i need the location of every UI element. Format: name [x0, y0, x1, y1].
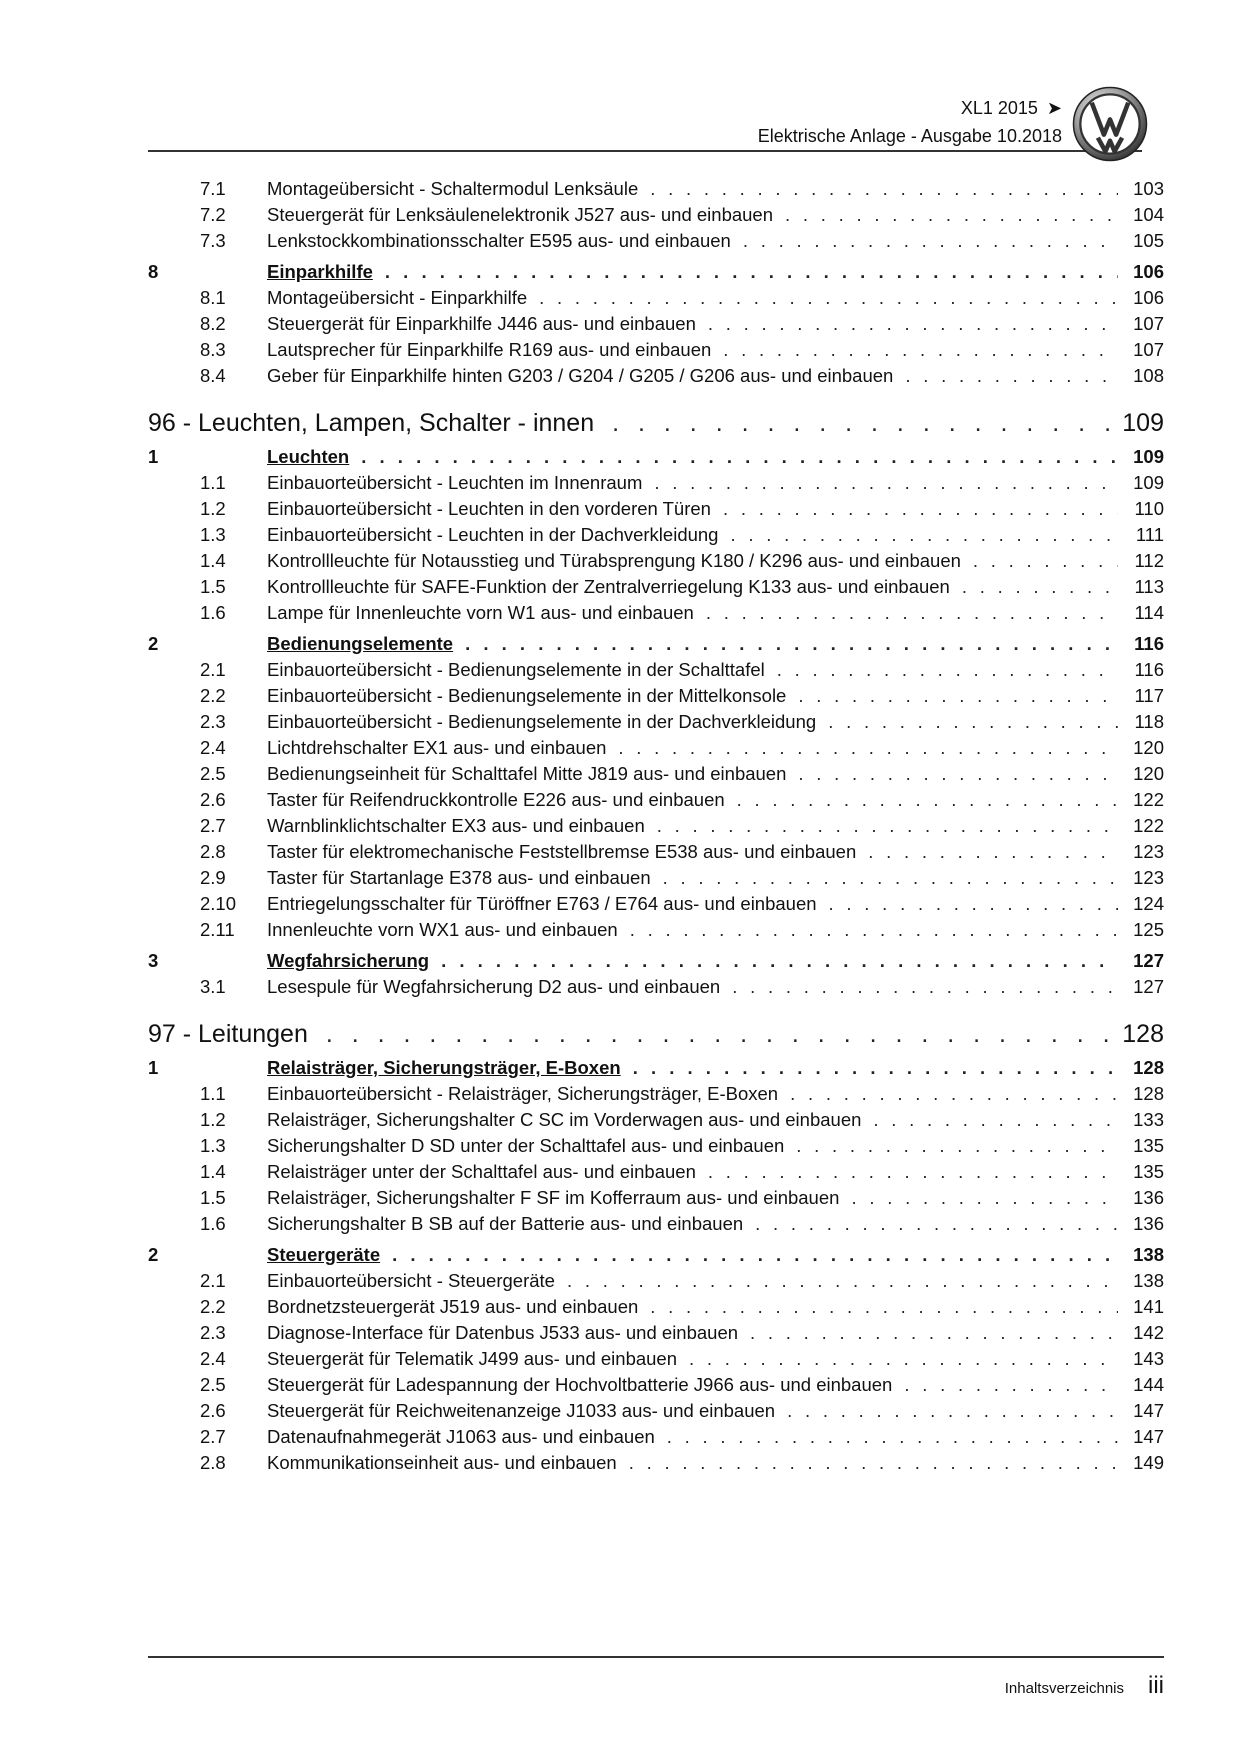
dot-leader	[708, 1159, 1118, 1185]
toc-number: 2.5	[200, 1374, 226, 1395]
page-header	[148, 86, 1148, 152]
toc-entry[interactable]	[148, 522, 1164, 548]
toc-title: Relaisträger, Sicherungsträger, E-Boxen	[267, 1057, 621, 1078]
dot-leader	[392, 1242, 1118, 1268]
dot-leader	[730, 522, 1118, 548]
toc-page-number: 117	[1134, 685, 1164, 706]
dot-leader	[732, 974, 1118, 1000]
toc-entry[interactable]	[148, 202, 1164, 228]
toc-title: Einbauorteübersicht - Leuchten im Innenraum	[267, 472, 643, 493]
toc-entry[interactable]	[148, 657, 1164, 683]
toc-number: 1.6	[200, 1213, 226, 1234]
toc-title: Wegfahrsicherung	[267, 950, 430, 971]
toc-page-number: 120	[1133, 763, 1164, 784]
toc-page-number: 128	[1133, 1057, 1164, 1078]
toc-title: Lesespule für Wegfahrsicherung D2 aus- und einbauen	[267, 976, 721, 997]
dot-leader	[785, 202, 1118, 228]
toc-title: Steuergerät für Ladespannung der Hochvoltbatterie J966 aus- und einbauen	[267, 1374, 893, 1395]
toc-page-number: 106	[1133, 287, 1164, 308]
toc-page-number: 127	[1133, 950, 1164, 971]
toc-number: 1.3	[200, 1135, 226, 1156]
toc-page-number: 114	[1134, 602, 1164, 623]
dot-leader	[790, 1081, 1118, 1107]
dot-leader	[689, 1346, 1118, 1372]
toc-page-number: 118	[1134, 711, 1164, 732]
dot-leader	[737, 787, 1118, 813]
toc-title: Steuergerät für Telematik J499 aus- und einbauen	[267, 1348, 678, 1369]
toc-section[interactable]	[148, 444, 1164, 470]
toc-number: 2.2	[200, 685, 226, 706]
toc-entry[interactable]	[148, 683, 1164, 709]
toc-number: 2.8	[200, 841, 226, 862]
toc-title: Steuergeräte	[267, 1244, 381, 1265]
toc-number: 2.11	[200, 919, 235, 940]
dot-leader	[633, 1055, 1118, 1081]
toc-entry[interactable]	[148, 1346, 1164, 1372]
toc-number: 1.1	[200, 1083, 226, 1104]
toc-entry[interactable]	[148, 1294, 1164, 1320]
toc-entry[interactable]	[148, 1185, 1164, 1211]
toc-page-number: 141	[1133, 1296, 1164, 1317]
toc-page-number: 143	[1133, 1348, 1164, 1369]
toc-number: 8.2	[200, 313, 226, 334]
toc-entry[interactable]	[148, 600, 1164, 626]
vw-logo-icon	[1072, 86, 1148, 162]
dot-leader	[777, 657, 1118, 683]
dot-leader	[708, 311, 1118, 337]
toc-section[interactable]	[148, 948, 1164, 974]
toc-page-number: 112	[1134, 550, 1164, 571]
toc-number: 7.3	[200, 230, 226, 251]
toc-title: Taster für Startanlage E378 aus- und einbauen	[267, 867, 651, 888]
toc-page-number: 124	[1133, 893, 1164, 914]
toc-title: Geber für Einparkhilfe hinten G203 / G204 / G205 / G206 aus- und einbauen	[267, 365, 894, 386]
toc-number: 3.1	[200, 976, 226, 997]
toc-page-number: 122	[1133, 815, 1164, 836]
toc-title: Relaisträger, Sicherungshalter F SF im Kofferraum aus- und einbauen	[267, 1187, 840, 1208]
dot-leader	[905, 363, 1118, 389]
dot-leader	[787, 1398, 1118, 1424]
toc-page-number: 109	[1133, 472, 1164, 493]
toc-page-number: 135	[1133, 1135, 1164, 1156]
toc-number: 2.4	[200, 737, 226, 758]
toc-number: 2.1	[200, 659, 226, 680]
toc-number: 2.2	[200, 1296, 226, 1317]
toc-page-number: 106	[1133, 261, 1164, 282]
toc-number: 2.8	[200, 1452, 226, 1473]
toc-title: Entriegelungsschalter für Türöffner E763 / E764 aus- und einbauen	[267, 893, 817, 914]
toc-entry[interactable]	[148, 917, 1164, 943]
dot-leader	[650, 1294, 1118, 1320]
toc-number: 2.5	[200, 763, 226, 784]
toc-page-number: 149	[1133, 1452, 1164, 1473]
toc-title: Steuergerät für Lenksäulenelektronik J527 aus- und einbauen	[267, 204, 774, 225]
dot-leader	[654, 470, 1118, 496]
toc-title: Einbauorteübersicht - Leuchten in der Dachverkleidung	[267, 524, 719, 545]
toc-entry[interactable]	[148, 1398, 1164, 1424]
toc-page-number: 136	[1133, 1213, 1164, 1234]
toc-page-number: 120	[1133, 737, 1164, 758]
toc-entry[interactable]	[148, 1081, 1164, 1107]
toc-title: Datenaufnahmegerät J1063 aus- und einbauen	[267, 1426, 655, 1447]
toc-section[interactable]	[148, 1242, 1164, 1268]
toc-title: Montageübersicht - Schaltermodul Lenksäule	[267, 178, 639, 199]
toc-page-number: 116	[1134, 659, 1164, 680]
toc-entry[interactable]	[148, 311, 1164, 337]
dot-leader	[385, 259, 1118, 285]
toc-entry[interactable]	[148, 548, 1164, 574]
dot-leader	[650, 176, 1118, 202]
dot-leader	[829, 891, 1118, 917]
dot-leader	[723, 496, 1118, 522]
dot-leader	[326, 1018, 1114, 1050]
toc-entry[interactable]	[148, 1133, 1164, 1159]
toc-number: 1.3	[200, 524, 226, 545]
toc-entry[interactable]	[148, 1211, 1164, 1237]
toc-title: Kontrollleuchte für SAFE-Funktion der Zentralverriegelung K133 aus- und einbauen	[267, 576, 950, 597]
dot-leader	[743, 228, 1118, 254]
toc-number: 2.1	[200, 1270, 226, 1291]
dot-leader	[539, 285, 1118, 311]
toc-page-number: 133	[1133, 1109, 1164, 1130]
toc-title: Leuchten	[267, 446, 350, 467]
toc-number: 2.10	[200, 893, 237, 914]
toc-title: Warnblinklichtschalter EX3 aus- und einbauen	[267, 815, 645, 836]
dot-leader	[851, 1185, 1118, 1211]
toc-title: 97 - Leitungen	[148, 1020, 308, 1048]
toc-title: Taster für Reifendruckkontrolle E226 aus- und einbauen	[267, 789, 725, 810]
toc-page-number: 147	[1133, 1426, 1164, 1447]
header-model-line	[961, 98, 1062, 118]
toc-title: Steuergerät für Reichweitenanzeige J1033 aus- und einbauen	[267, 1400, 776, 1421]
toc-entry[interactable]	[148, 1372, 1164, 1398]
dot-leader	[798, 761, 1118, 787]
toc-number: 8	[148, 261, 159, 282]
toc-page-number: 138	[1133, 1270, 1164, 1291]
toc-page-number: 147	[1133, 1400, 1164, 1421]
toc-entry[interactable]	[148, 228, 1164, 254]
dot-leader	[618, 735, 1118, 761]
toc-page-number: 123	[1133, 867, 1164, 888]
footer-divider	[148, 1656, 1164, 1658]
dot-leader	[796, 1133, 1118, 1159]
toc-entry[interactable]	[148, 1320, 1164, 1346]
toc-entry[interactable]	[148, 1450, 1164, 1476]
toc-title: Einbauorteübersicht - Leuchten in den vorderen Türen	[267, 498, 711, 519]
toc-page-number: 105	[1133, 230, 1164, 251]
toc-title: Einbauorteübersicht - Bedienungselemente in der Mittelkonsole	[267, 685, 787, 706]
toc-page-number: 123	[1133, 841, 1164, 862]
toc-title: Bordnetzsteuergerät J519 aus- und einbauen	[267, 1296, 639, 1317]
toc-number: 2.6	[200, 1400, 226, 1421]
toc-number: 2.4	[200, 1348, 226, 1369]
toc-number: 3	[148, 950, 159, 971]
toc-entry[interactable]	[148, 1424, 1164, 1450]
toc-page-number: 107	[1133, 339, 1164, 360]
toc-section[interactable]	[148, 1055, 1164, 1081]
toc-entry[interactable]	[148, 470, 1164, 496]
toc-page-number: 136	[1133, 1187, 1164, 1208]
toc-number: 2.3	[200, 1322, 226, 1343]
toc-title: Einbauorteübersicht - Relaisträger, Sicherungsträger, E-Boxen	[267, 1083, 779, 1104]
toc-title: Kontrollleuchte für Notausstieg und Türabsprengung K180 / K296 aus- und einbauen	[267, 550, 961, 571]
toc-page-number: 142	[1133, 1322, 1164, 1343]
dot-leader	[465, 631, 1118, 657]
toc-number: 2	[148, 1244, 159, 1265]
toc-title: Lichtdrehschalter EX1 aus- und einbauen	[267, 737, 607, 758]
toc-title: Innenleuchte vorn WX1 aus- und einbauen	[267, 919, 618, 940]
toc-number: 2.3	[200, 711, 226, 732]
toc-title: Einbauorteübersicht - Bedienungselemente in der Schalttafel	[267, 659, 765, 680]
toc-section[interactable]	[148, 259, 1164, 285]
toc-title: Diagnose-Interface für Datenbus J533 aus- und einbauen	[267, 1322, 739, 1343]
toc-number: 7.2	[200, 204, 226, 225]
dot-leader	[798, 683, 1118, 709]
toc-title: Relaisträger, Sicherungshalter C SC im Vorderwagen aus- und einbauen	[267, 1109, 862, 1130]
toc-page-number: 104	[1133, 204, 1164, 225]
toc-title: Bedienungseinheit für Schalttafel Mitte J819 aus- und einbauen	[267, 763, 787, 784]
toc-page-number: 128	[1133, 1083, 1164, 1104]
toc-number: 1.4	[200, 1161, 226, 1182]
dot-leader	[755, 1211, 1118, 1237]
dot-leader	[567, 1268, 1118, 1294]
dot-leader	[706, 600, 1118, 626]
dot-leader	[973, 548, 1118, 574]
header-model: XL1 2015	[960, 98, 1038, 118]
toc-entry[interactable]	[148, 709, 1164, 735]
header-subtitle: Elektrische Anlage - Ausgabe 10.2018	[757, 126, 1062, 146]
toc-chapter[interactable]	[148, 407, 1164, 439]
dot-leader	[361, 444, 1118, 470]
dot-leader	[723, 337, 1118, 363]
toc-entry[interactable]	[148, 1268, 1164, 1294]
toc-number: 1.5	[200, 1187, 226, 1208]
toc-page-number: 135	[1133, 1161, 1164, 1182]
toc-number: 2.7	[200, 1426, 226, 1447]
toc-title: Sicherungshalter D SD unter der Schalttafel aus- und einbauen	[267, 1135, 785, 1156]
toc-number: 1.1	[200, 472, 226, 493]
toc-number: 1.2	[200, 1109, 226, 1130]
toc-entry[interactable]	[148, 574, 1164, 600]
toc-page-number: 108	[1133, 365, 1164, 386]
toc-page-number: 111	[1135, 524, 1164, 545]
toc-number: 8.4	[200, 365, 226, 386]
toc-entry[interactable]	[148, 839, 1164, 865]
footer-page-number: iii	[1148, 1672, 1164, 1699]
toc-title: Einbauorteübersicht - Bedienungselemente in der Dachverkleidung	[267, 711, 817, 732]
dot-leader	[828, 709, 1118, 735]
toc-title: 96 - Leuchten, Lampen, Schalter - innen	[148, 409, 595, 437]
dot-leader	[657, 813, 1118, 839]
toc-number: 1.2	[200, 498, 226, 519]
toc-entry[interactable]	[148, 496, 1164, 522]
dot-leader	[962, 574, 1118, 600]
toc-number: 2	[148, 633, 159, 654]
toc-number: 2.9	[200, 867, 226, 888]
toc-number: 2.7	[200, 815, 226, 836]
toc-number: 8.3	[200, 339, 226, 360]
dot-leader	[868, 839, 1118, 865]
toc-entry[interactable]	[148, 1159, 1164, 1185]
dot-leader	[441, 948, 1118, 974]
dot-leader	[873, 1107, 1118, 1133]
toc-number: 1.5	[200, 576, 226, 597]
toc-entry[interactable]	[148, 176, 1164, 202]
toc-entry[interactable]	[148, 735, 1164, 761]
dot-leader	[629, 1450, 1118, 1476]
toc-page-number: 107	[1133, 313, 1164, 334]
toc-entry[interactable]	[148, 974, 1164, 1000]
toc-page-number: 127	[1133, 976, 1164, 997]
toc-entry[interactable]	[148, 363, 1164, 389]
toc-entry[interactable]	[148, 285, 1164, 311]
toc-entry[interactable]	[148, 813, 1164, 839]
dot-leader	[904, 1372, 1118, 1398]
toc-title: Einbauorteübersicht - Steuergeräte	[267, 1270, 555, 1291]
toc-page-number: 138	[1133, 1244, 1164, 1265]
toc-page-number: 110	[1134, 498, 1164, 519]
toc-entry[interactable]	[148, 1107, 1164, 1133]
toc-page-number: 109	[1133, 446, 1164, 467]
toc-number: 7.1	[200, 178, 226, 199]
arrow-right-icon: ➤	[1046, 98, 1062, 118]
toc-number: 1	[148, 446, 159, 467]
toc-title: Lenkstockkombinationsschalter E595 aus- und einbauen	[267, 230, 731, 251]
toc-page-number: 113	[1134, 576, 1164, 597]
toc-entry[interactable]	[148, 865, 1164, 891]
toc-entry[interactable]	[148, 761, 1164, 787]
toc-page-number: 128	[1122, 1020, 1164, 1048]
toc-title: Kommunikationseinheit aus- und einbauen	[267, 1452, 617, 1473]
table-of-contents	[148, 176, 1164, 1476]
toc-title: Taster für elektromechanische Feststellbremse E538 aus- und einbauen	[267, 841, 857, 862]
toc-section[interactable]	[148, 631, 1164, 657]
toc-number: 1.4	[200, 550, 226, 571]
toc-page-number: 144	[1133, 1374, 1164, 1395]
toc-chapter[interactable]	[148, 1018, 1164, 1050]
toc-title: Relaisträger unter der Schalttafel aus- und einbauen	[267, 1161, 696, 1182]
footer-label: Inhaltsverzeichnis	[1004, 1680, 1124, 1697]
toc-title: Sicherungshalter B SB auf der Batterie aus- und einbauen	[267, 1213, 744, 1234]
toc-entry[interactable]	[148, 891, 1164, 917]
toc-number: 2.6	[200, 789, 226, 810]
dot-leader	[663, 865, 1118, 891]
toc-title: Montageübersicht - Einparkhilfe	[267, 287, 528, 308]
toc-title: Steuergerät für Einparkhilfe J446 aus- und einbauen	[267, 313, 696, 334]
toc-page-number: 109	[1122, 409, 1164, 437]
toc-entry[interactable]	[148, 337, 1164, 363]
toc-title: Bedienungselemente	[267, 633, 454, 654]
dot-leader	[750, 1320, 1118, 1346]
toc-number: 1	[148, 1057, 159, 1078]
dot-leader	[630, 917, 1118, 943]
toc-page-number: 122	[1133, 789, 1164, 810]
toc-page-number: 125	[1133, 919, 1164, 940]
toc-title: Lampe für Innenleuchte vorn W1 aus- und einbauen	[267, 602, 694, 623]
dot-leader	[612, 407, 1114, 439]
toc-entry[interactable]	[148, 787, 1164, 813]
toc-title: Einparkhilfe	[267, 261, 373, 282]
dot-leader	[667, 1424, 1118, 1450]
toc-page-number: 103	[1133, 178, 1164, 199]
toc-number: 8.1	[200, 287, 226, 308]
toc-title: Lautsprecher für Einparkhilfe R169 aus- und einbauen	[267, 339, 712, 360]
header-divider	[148, 150, 1142, 152]
toc-page-number: 116	[1134, 633, 1164, 654]
toc-number: 1.6	[200, 602, 226, 623]
